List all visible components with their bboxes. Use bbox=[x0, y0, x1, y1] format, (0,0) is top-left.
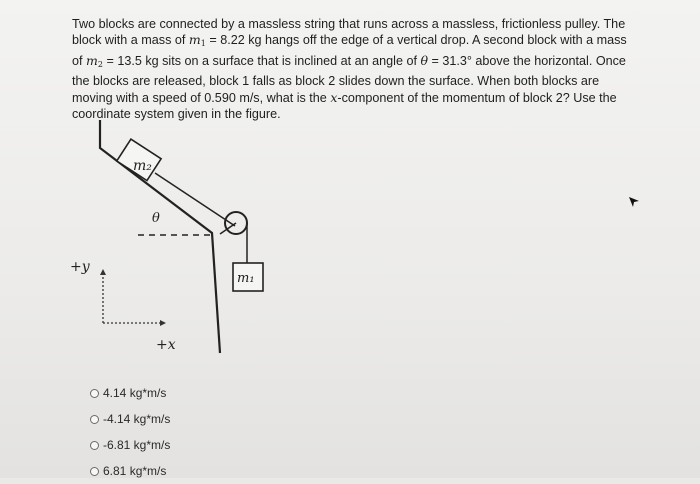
answer-option-1[interactable] bbox=[90, 380, 170, 406]
question-part-2: = 8.22 kg hangs off the edge of a vertical drop. A second block with a mass of bbox=[72, 33, 627, 68]
incline-surface bbox=[100, 120, 220, 353]
question-part-1: Two blocks are connected by a massless string that runs across a massless, frictionless pulley. The block with a mass of bbox=[72, 17, 626, 48]
answer-option-4[interactable] bbox=[90, 458, 170, 484]
radio-button[interactable] bbox=[90, 389, 99, 398]
question-part-3: = 13.5 kg sits on a surface that is inclined at an angle of bbox=[102, 53, 421, 68]
block-m2-label: m₂ bbox=[133, 158, 152, 174]
question-part-5: -component of the momentum of block 2? Use the coordinate system given in the figure. bbox=[72, 90, 617, 122]
block-m1-label: m₁ bbox=[237, 271, 255, 286]
answer-option-label: 4.14 kg*m/s bbox=[103, 386, 167, 400]
radio-button[interactable] bbox=[90, 467, 99, 476]
angle-label: θ bbox=[152, 211, 160, 226]
question-text bbox=[72, 16, 637, 122]
radio-button[interactable] bbox=[90, 415, 99, 424]
pulley-bracket bbox=[220, 223, 236, 234]
y-axis-label: +y bbox=[70, 259, 90, 275]
m1-symbol: $m_1$ bbox=[188, 32, 206, 49]
answer-option-label: -4.14 kg*m/s bbox=[103, 412, 171, 426]
x-axis-label: +x bbox=[156, 337, 176, 353]
physics-diagram bbox=[60, 115, 300, 365]
m2-symbol: $m_2$ bbox=[86, 52, 103, 69]
answer-option-label: 6.81 kg*m/s bbox=[103, 464, 167, 478]
y-axis-arrow bbox=[100, 269, 106, 275]
answer-option-2[interactable] bbox=[90, 406, 170, 432]
answer-option-3[interactable] bbox=[90, 432, 170, 458]
x-axis-arrow bbox=[160, 320, 166, 326]
x-symbol: x bbox=[330, 89, 338, 105]
answer-option-label: -6.81 kg*m/s bbox=[103, 438, 171, 452]
answer-options bbox=[90, 380, 170, 484]
question-part-4: = 31.3° above the horizontal. Once the blocks are released, block 1 falls as block 2 slides down the surface. When both blocks are moving with a speed of 0.590 m/s, what is the bbox=[72, 53, 626, 105]
radio-button[interactable] bbox=[90, 441, 99, 450]
mouse-cursor-icon bbox=[628, 196, 640, 208]
theta-symbol: θ bbox=[420, 52, 428, 68]
